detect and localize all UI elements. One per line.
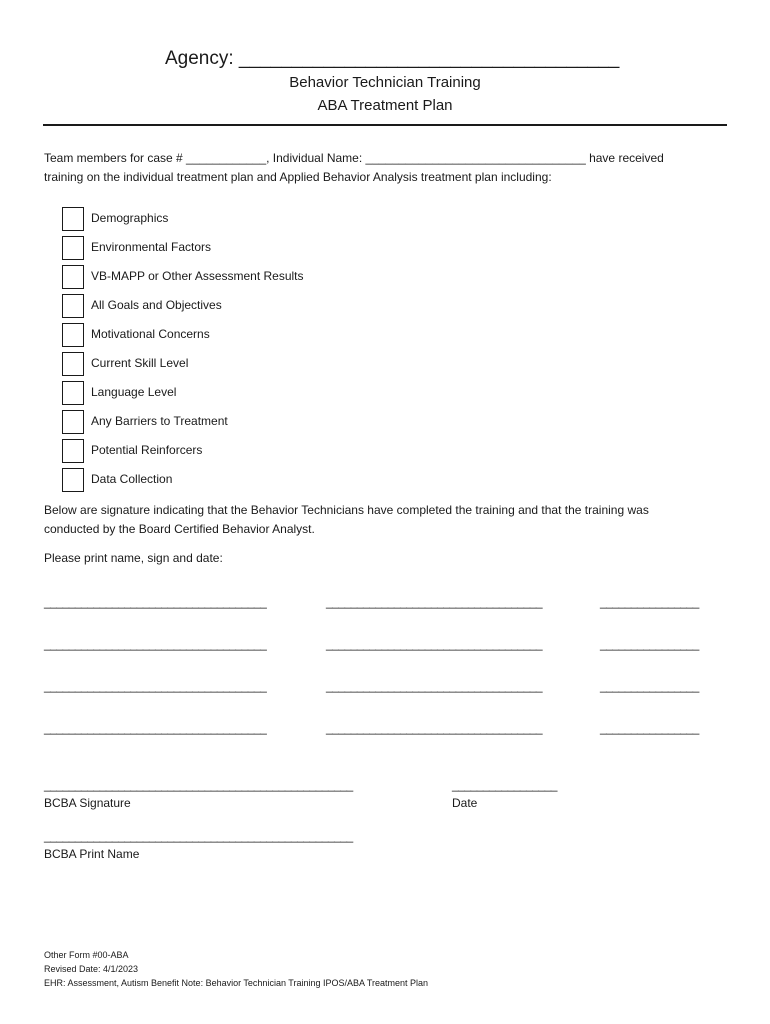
checkbox[interactable] <box>62 410 84 434</box>
checkbox[interactable] <box>62 236 84 260</box>
checkbox[interactable] <box>62 207 84 231</box>
checkbox[interactable] <box>62 468 84 492</box>
attestation-line-2: conducted by the Board Certified Behavior Analyst. <box>44 522 315 536</box>
technician-signature-line[interactable]: ___________________________________ <box>326 637 543 651</box>
checklist-label: Current Skill Level <box>91 356 189 370</box>
technician-signature-line[interactable]: ___________________________________ <box>326 595 543 609</box>
technician-name-line[interactable]: ____________________________________ <box>44 721 267 735</box>
bcba-print-name-line[interactable]: __________________________________________________ <box>44 829 353 843</box>
checkbox[interactable] <box>62 439 84 463</box>
agency-field-line[interactable]: Agency: ____________________________________ <box>165 48 620 69</box>
checklist-label: Potential Reinforcers <box>91 443 203 457</box>
checkbox[interactable] <box>62 352 84 376</box>
form-title: Behavior Technician Training <box>289 74 481 91</box>
technician-name-line[interactable]: ____________________________________ <box>44 679 267 693</box>
checklist-label: Language Level <box>91 385 177 399</box>
technician-signature-line[interactable]: ___________________________________ <box>326 721 543 735</box>
technician-date-line[interactable]: ________________ <box>600 637 699 651</box>
technician-date-line[interactable]: ________________ <box>600 679 699 693</box>
attestation-paragraph <box>44 501 734 539</box>
technician-name-line[interactable]: ____________________________________ <box>44 637 267 651</box>
technician-date-line[interactable]: ________________ <box>600 721 699 735</box>
technician-date-line[interactable]: ________________ <box>600 595 699 609</box>
header-divider <box>43 124 727 126</box>
bcba-signature-label: BCBA Signature <box>44 796 131 810</box>
technician-name-line[interactable]: ____________________________________ <box>44 595 267 609</box>
footer-form-number: Other Form #00-ABA <box>44 950 129 960</box>
intro-line-2: training on the individual treatment plan and Applied Behavior Analysis treatment plan including: <box>44 170 552 184</box>
checklist-label: Data Collection <box>91 472 173 486</box>
checkbox[interactable] <box>62 323 84 347</box>
checklist-label: Any Barriers to Treatment <box>91 414 228 428</box>
checkbox[interactable] <box>62 265 84 289</box>
bcba-print-name-label: BCBA Print Name <box>44 847 140 861</box>
bcba-date-line[interactable]: _________________ <box>452 778 557 792</box>
checklist-label: All Goals and Objectives <box>91 298 222 312</box>
bcba-signature-line[interactable]: __________________________________________________ <box>44 778 353 792</box>
checkbox[interactable] <box>62 294 84 318</box>
bcba-date-label: Date <box>452 796 478 810</box>
print-sign-instruction: Please print name, sign and date: <box>44 551 223 565</box>
footer-revised-date: Revised Date: 4/1/2023 <box>44 964 139 974</box>
checklist-label: Demographics <box>91 211 169 225</box>
checklist-label: VB-MAPP or Other Assessment Results <box>91 269 304 283</box>
form-subtitle: ABA Treatment Plan <box>317 97 453 114</box>
attestation-line-1: Below are signature indicating that the Behavior Technicians have completed the training and that the training was <box>44 503 649 517</box>
intro-line-1[interactable]: Team members for case # ____________, Individual Name: _________________________________ have received <box>44 151 664 165</box>
checkbox[interactable] <box>62 381 84 405</box>
technician-signature-line[interactable]: ___________________________________ <box>326 679 543 693</box>
intro-paragraph <box>44 149 734 187</box>
footer-ehr-note: EHR: Assessment, Autism Benefit Note: Behavior Technician Training IPOS/ABA Treatment Plan <box>44 978 429 988</box>
checklist-label: Motivational Concerns <box>91 327 210 341</box>
checklist-label: Environmental Factors <box>91 240 212 254</box>
